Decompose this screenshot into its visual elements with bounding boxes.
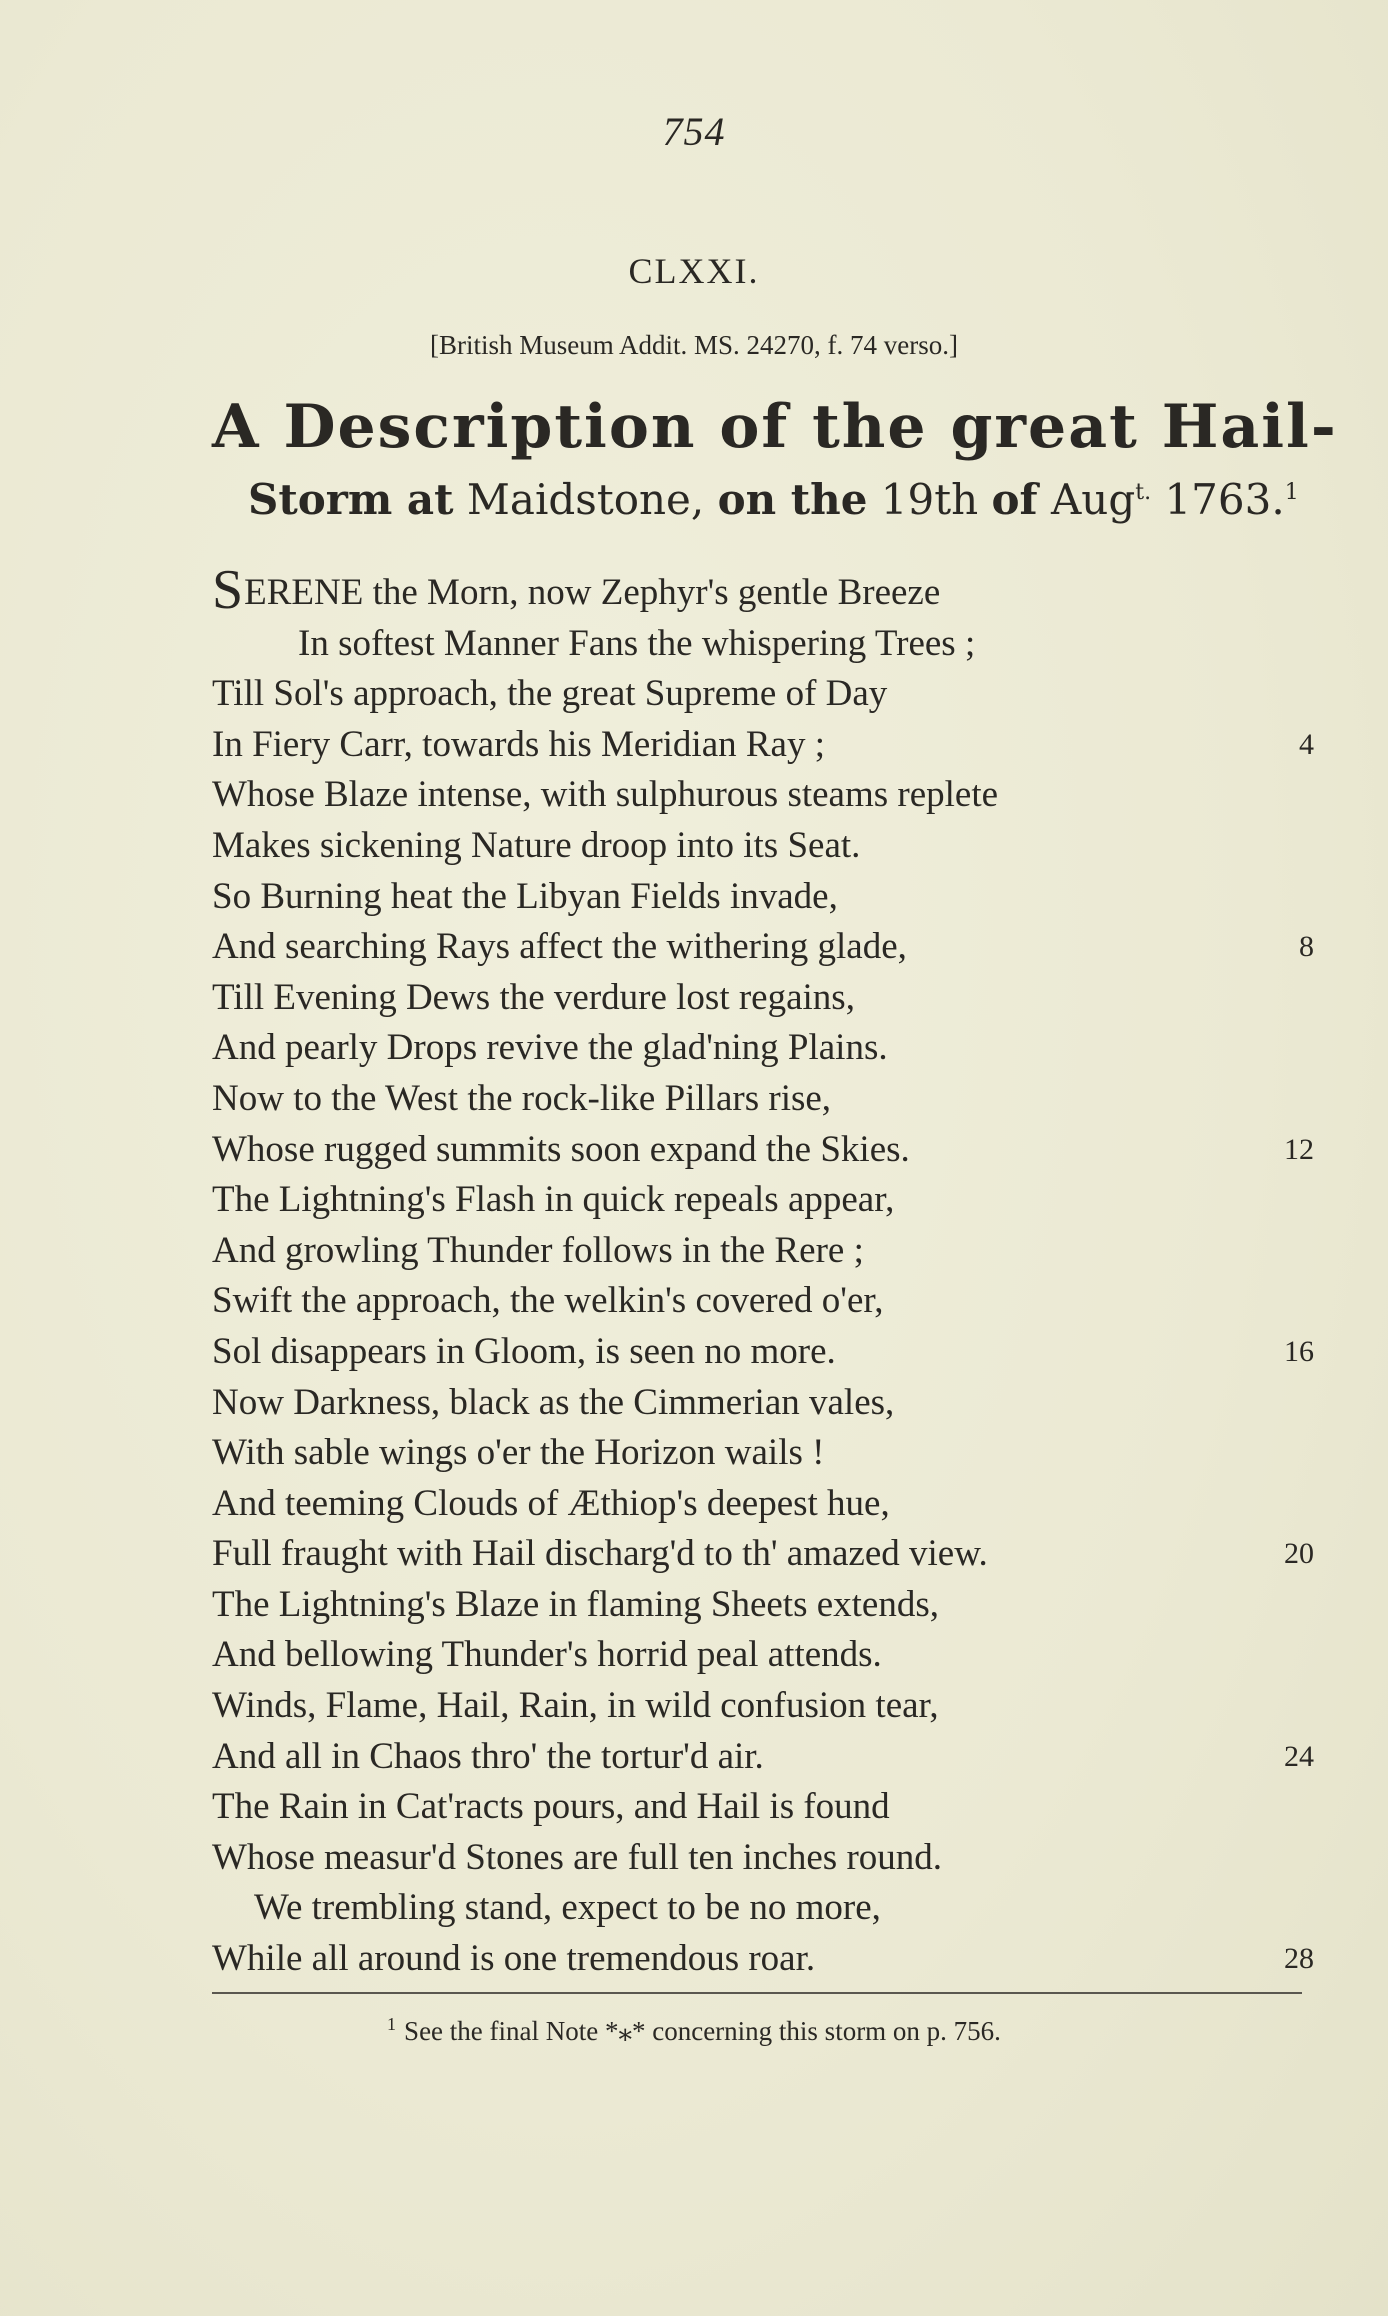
title-blackletter: Storm at [248,475,454,524]
poem-line-text: Now to the West the rock-like Pillars rise, [212,1077,832,1119]
poem-line-text: And pearly Drops revive the glad'ning Plains. [212,1027,888,1069]
line-number: 24 [1284,1739,1314,1773]
title-month-sup: t. [1135,480,1152,505]
line-number: 8 [1299,930,1314,964]
poem-line-text: With sable wings o'er the Horizon wails ! [212,1432,825,1474]
poem-line-text: The Lightning's Blaze in flaming Sheets extends, [212,1583,939,1625]
poem-line-text: And searching Rays affect the withering glade, [212,926,907,968]
poem-line [212,1428,1322,1479]
poem-line [212,1479,1322,1530]
poem-line [212,1226,1322,1277]
line-number: 20 [1284,1537,1314,1571]
line-number: 16 [1284,1334,1314,1368]
footnote [0,2014,1388,2047]
poem-line [212,1529,1322,1580]
title-line-2 [248,475,1299,524]
poem-line [212,1630,1322,1681]
poem-line [212,1125,1322,1176]
poem-line [212,1023,1322,1074]
poem-line-text: We trembling stand, expect to be no more, [254,1887,881,1929]
poem-line [212,669,1322,720]
poem-line [212,619,1322,670]
poem-line-text: Makes sickening Nature droop into its Seat. [212,824,861,866]
poem-line [212,922,1322,973]
poem-line [212,1732,1322,1783]
poem-line [212,770,1322,821]
title-month: Aug [1037,475,1136,524]
poem-line-text: ERENE the Morn, now Zephyr's gentle Breeze [244,572,941,613]
poem-line [212,1883,1322,1934]
poem-line [212,1580,1322,1631]
poem-line [212,872,1322,923]
poem-line-text: And teeming Clouds of Æthiop's deepest hue, [212,1482,890,1524]
poem-line-text: Now Darkness, black as the Cimmerian vales, [212,1381,895,1423]
line-number: 4 [1299,727,1314,761]
footnote-marker: 1 [387,2014,397,2034]
poem-line-text: And all in Chaos thro' the tortur'd air. [212,1735,764,1777]
drop-cap: S [212,559,244,621]
poem-line-text: Full fraught with Hail discharg'd to th' amazed view. [212,1533,988,1575]
manuscript-source: [British Museum Addit. MS. 24270, f. 74 verso.] [429,330,958,360]
poem-line-text: Whose Blaze intense, with sulphurous steams replete [212,774,999,816]
poem-line-text: Till Evening Dews the verdure lost regains, [212,976,855,1018]
poem-line-text: And growling Thunder follows in the Rere ; [212,1229,864,1271]
line-number: 12 [1284,1132,1314,1166]
poem-line-text: Sol disappears in Gloom, is seen no more. [212,1330,836,1372]
poem-line-text: Whose measur'd Stones are full ten inches round. [212,1836,943,1878]
poem-line-text: In Fiery Carr, towards his Meridian Ray ; [212,723,826,765]
poem-line-text: So Burning heat the Libyan Fields invade, [212,875,838,917]
poem-line [212,1074,1322,1125]
footnote-divider [212,1992,1302,1994]
poem-line [212,1378,1322,1429]
footnote-ref: 1 [1284,480,1299,505]
poem-line [212,1782,1322,1833]
page-number: 754 [662,109,726,154]
poem-line [212,1833,1322,1884]
poem-line [212,559,1322,621]
poem-body [212,559,1322,1985]
title-place: Maidstone, [453,475,718,524]
poem-line-text: The Lightning's Flash in quick repeals appear, [212,1179,895,1221]
poem-line [212,973,1322,1024]
poem-line [212,1327,1322,1378]
poem-line-text: The Rain in Cat'racts pours, and Hail is found [212,1786,890,1828]
footnote-text: See the final Note *⁎* concerning this storm on p. 756. [404,2016,1001,2046]
poem-line-text: And bellowing Thunder's horrid peal attends. [212,1634,882,1676]
poem-line-text: Till Sol's approach, the great Supreme of Day [212,673,888,715]
line-number: 28 [1284,1942,1314,1976]
poem-line-text: Whose rugged summits soon expand the Skies. [212,1128,910,1170]
title-year: 1763. [1151,475,1285,524]
title-blackletter: of [991,475,1038,524]
poem-line [212,821,1322,872]
poem-line [212,1175,1322,1226]
poem-line [212,1681,1322,1732]
title-blackletter: on the [717,475,868,524]
title-date: 19th [867,475,992,524]
poem-line [212,1276,1322,1327]
poem-line-text: Winds, Flame, Hail, Rain, in wild confusion tear, [212,1685,939,1727]
poem-line-text: While all around is one tremendous roar. [212,1938,816,1980]
poem-line-text: Swift the approach, the welkin's covered o'er, [212,1280,884,1322]
poem-line-text: In softest Manner Fans the whispering Trees ; [298,622,976,664]
poem-line [212,720,1322,771]
title-line-1: A Description of the great Hail- [212,392,1338,462]
poem-line [212,1934,1322,1985]
section-number: CLXXI. [628,251,760,291]
